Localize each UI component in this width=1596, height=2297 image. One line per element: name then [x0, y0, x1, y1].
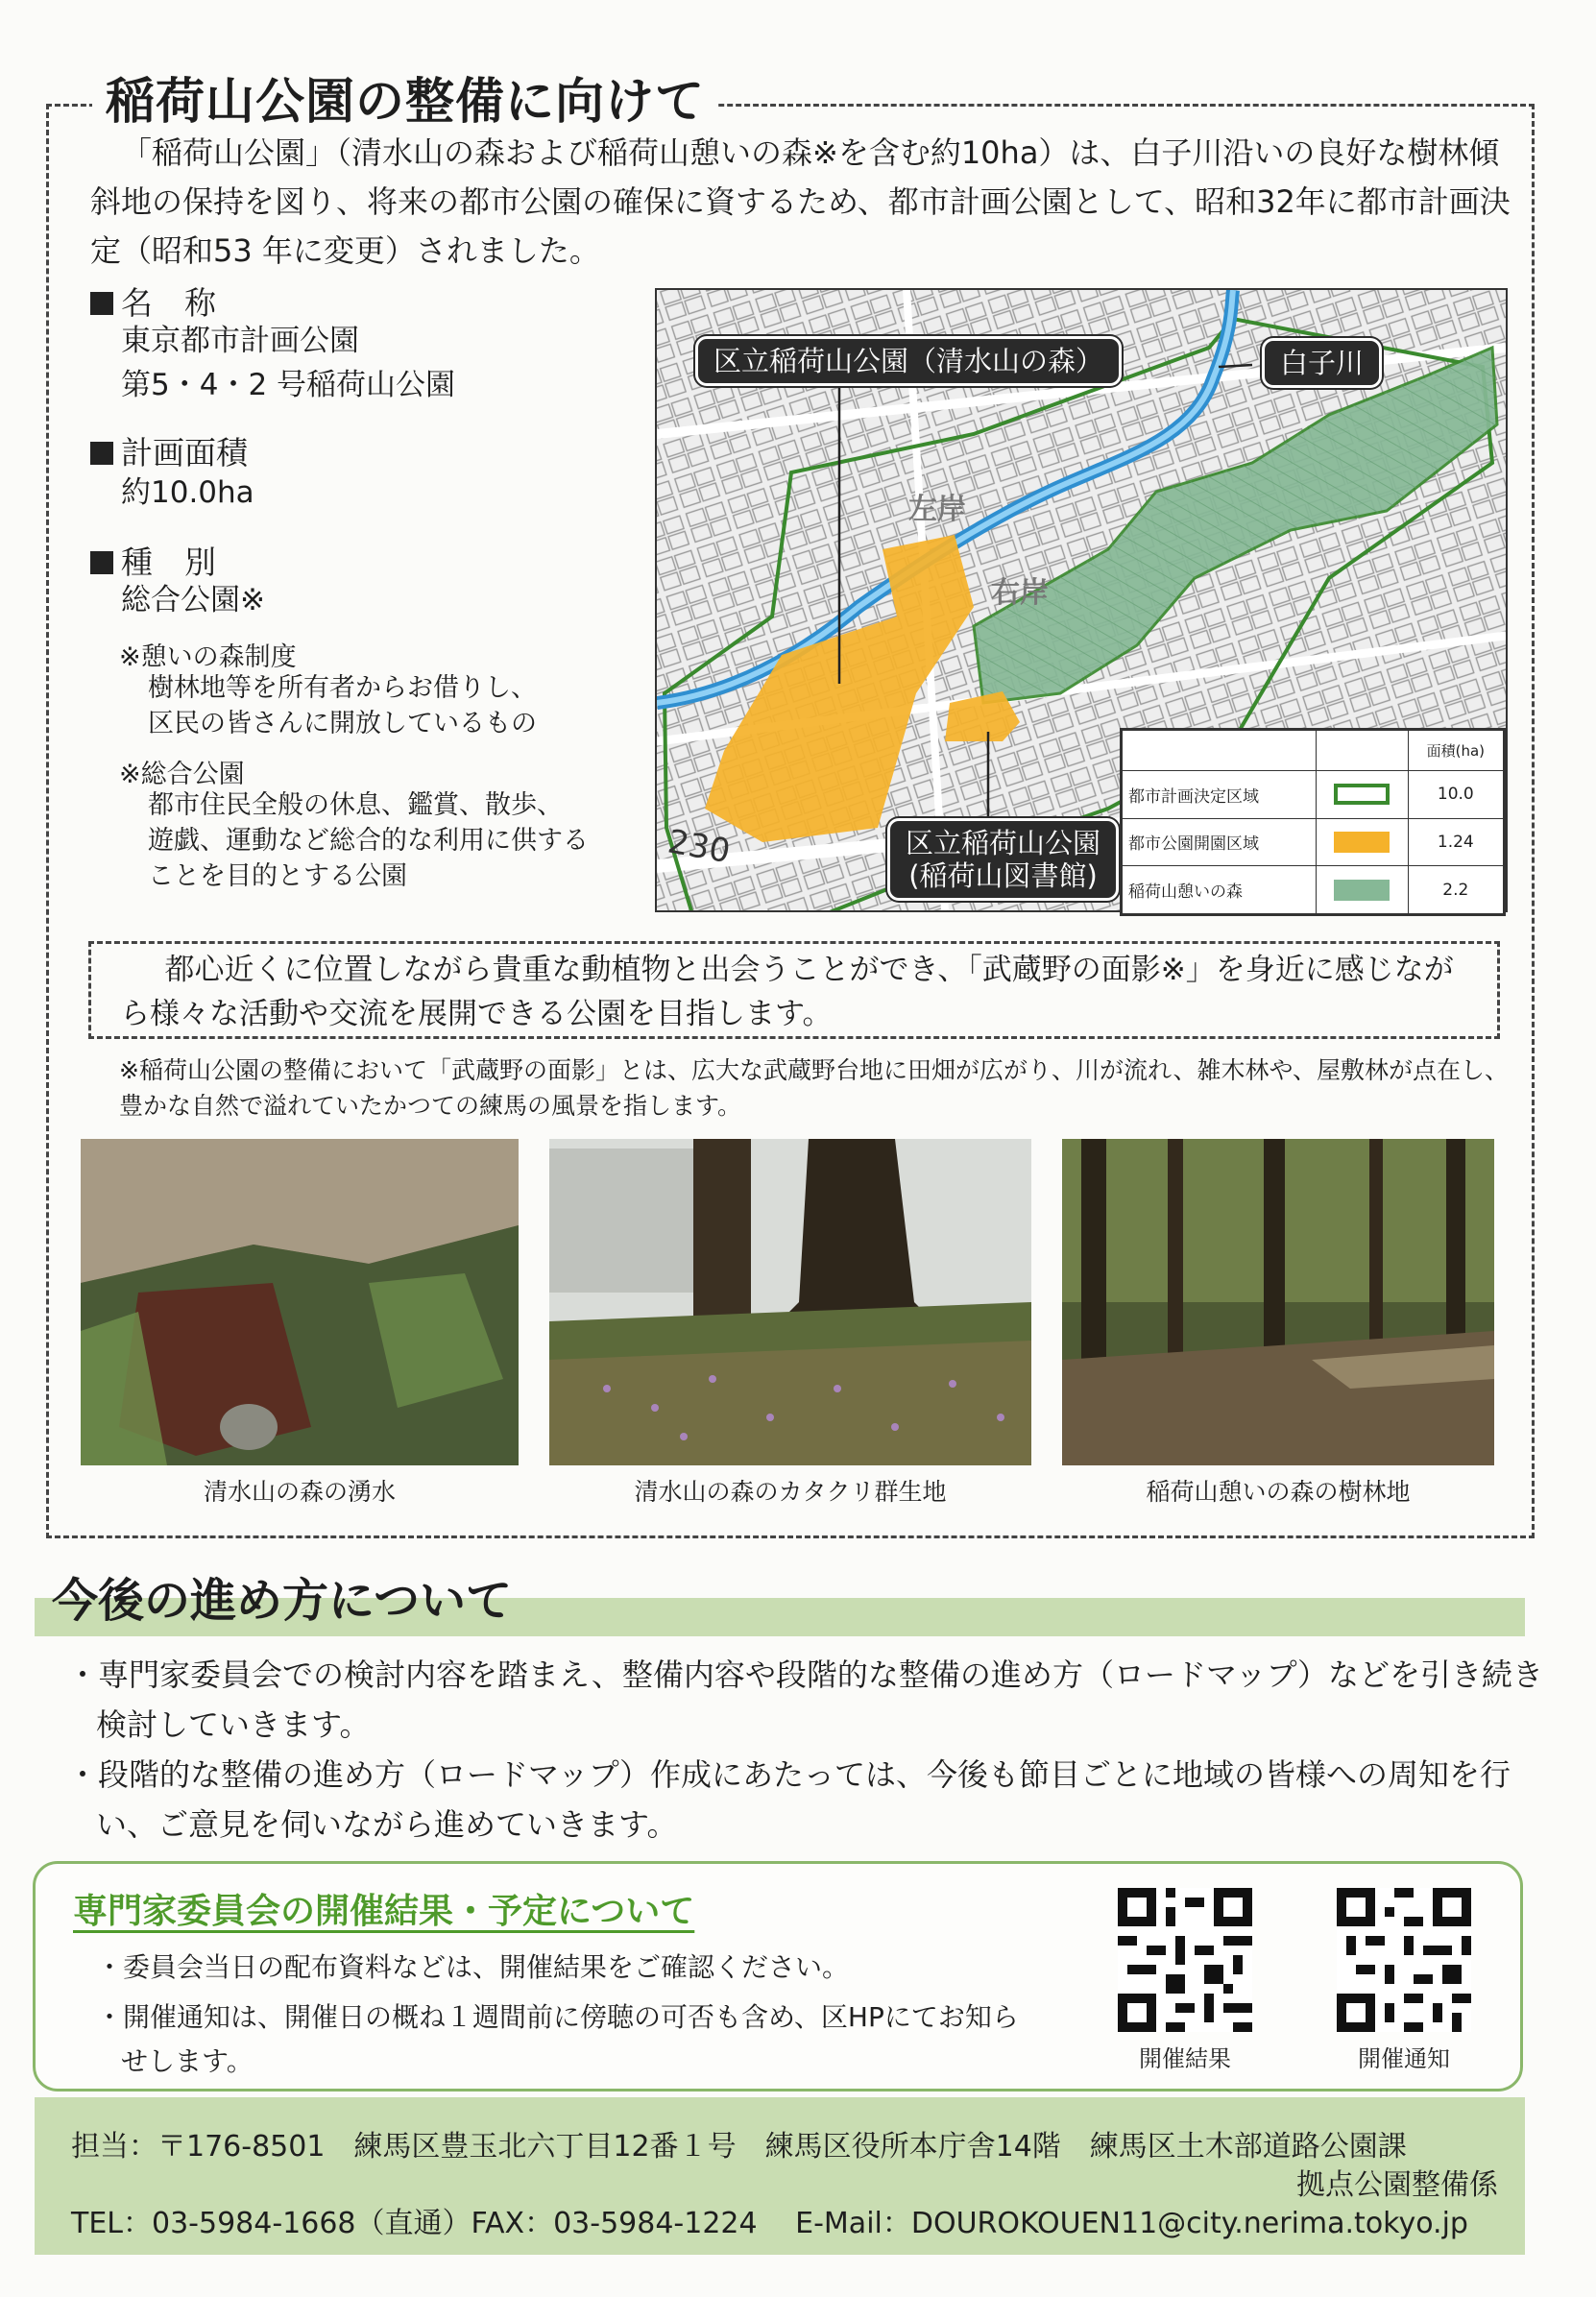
spec-type-heading: 種 別 — [90, 538, 216, 583]
legend-value-planning: 10.0 — [1408, 771, 1503, 819]
note-sogo-line-2: 遊戯、運動など総合的な利用に供する — [148, 826, 589, 856]
callout-shirako-river: 白子川 — [1262, 338, 1382, 388]
note-ikoi-line-2: 区民の皆さんに開放しているもの — [148, 709, 537, 738]
caption-katakuri: 清水山の森のカタクリ群生地 — [634, 1478, 947, 1506]
caption-spring-water: 清水山の森の湧水 — [203, 1478, 396, 1506]
callout-shimizu-forest: 区立稲荷山公園（清水山の森） — [695, 336, 1122, 386]
qr-code-notice[interactable] — [1337, 1888, 1471, 2032]
square-bullet-icon — [90, 442, 113, 465]
map-legend — [1120, 728, 1506, 916]
legend-swatch-planning — [1316, 771, 1408, 819]
intro-paragraph: 「稲荷山公園」（清水山の森および稲荷山憩いの森※を含む約10ha）は、白子川沿いの良好な樹林傾斜地の保持を図り、将来の都市公園の確保に資するため、都市計画公園として、昭和32年に都市計画決定（昭和53 年に変更）されました。 — [90, 134, 1511, 269]
musashino-footnote: ※稲荷山公園の整備において「武蔵野の面影」とは、広大な武蔵野台地に田畑が広がり、川が流れ、雑木林や、屋敷林が点在し、豊かな自然で溢れていたかつての練馬の風景を指します。 — [119, 1056, 1509, 1120]
spec-area-heading: 計画面積 — [90, 428, 248, 473]
photo-woodland — [1062, 1139, 1494, 1465]
committee-item-2: ・開催通知は、開催日の概ね１週間前に傍聴の可否も含め、区HPにてお知らせします。 — [96, 2001, 1019, 2077]
section2-title: 今後の進め方について — [52, 1574, 513, 1628]
contact-tel-fax-email: TEL：03-5984-1668（直通）FAX：03-5984-1224 E-Mail：DOUROKOUEN11@city.nerima.tokyo.jp — [71, 2207, 1468, 2240]
committee-title: 専門家委員会の開催結果・予定について — [73, 1892, 695, 1931]
spec-name-value-1: 東京都市計画公園 — [121, 324, 359, 358]
qr-code-results[interactable] — [1118, 1888, 1252, 2032]
contact-section: 拠点公園整備係 — [1296, 2168, 1498, 2202]
goal-statement: 都心近くに位置しながら貴重な動植物と出会うことができ、「武蔵野の面影※」を身近に感じながら様々な活動や交流を展開できる公園を目指します。 — [88, 941, 1500, 1039]
photo-spring-water — [81, 1139, 519, 1465]
committee-item-1: ・委員会当日の配布資料などは、開催結果をご確認ください。 — [96, 1951, 850, 1983]
legend-swatch-opened — [1316, 818, 1408, 866]
square-bullet-icon — [90, 551, 113, 574]
note-ikoi-heading: ※憩いの森制度 — [119, 642, 297, 672]
spec-name-value-2: 第5・4・2 号稲荷山公園 — [121, 368, 456, 402]
spec-name-heading: 名 称 — [90, 278, 216, 324]
contact-address: 担当：〒176-8501 練馬区豊玉北六丁目12番１号 練馬区役所本庁舎14階 練馬区土木部道路公園課 — [71, 2130, 1407, 2164]
map-label-right-bank: 右岸 — [991, 576, 1049, 610]
legend-area-header: 面積(ha) — [1408, 731, 1503, 771]
spec-area-value: 約10.0ha — [121, 475, 254, 510]
callout-library-park — [887, 818, 1119, 901]
legend-value-ikoi: 2.2 — [1408, 866, 1503, 914]
legend-label-opened: 都市公園開園区域 — [1123, 818, 1317, 866]
next-steps-bullet-1: ・専門家委員会での検討内容を踏まえ、整備内容や段階的な整備の進め方（ロードマップ）などを引き続き検討していきます。 — [67, 1656, 1543, 1743]
qr-label-results: 開催結果 — [1139, 2045, 1231, 2072]
legend-label-planning: 都市計画決定区域 — [1123, 771, 1317, 819]
legend-swatch-ikoi — [1316, 866, 1408, 914]
square-bullet-icon — [90, 292, 113, 315]
map-label-left-bank: 左岸 — [908, 493, 966, 526]
map-road-number: 230 — [665, 822, 734, 872]
next-steps-bullet-2: ・段階的な整備の進め方（ロードマップ）作成にあたっては、今後も節目ごとに地域の皆様への周知を行い、ご意見を伺いながら進めていきます。 — [67, 1756, 1511, 1843]
qr-label-notice: 開催通知 — [1358, 2045, 1450, 2072]
section1-title: 稲荷山公園の整備に向けて — [92, 61, 718, 133]
legend-value-opened: 1.24 — [1408, 818, 1503, 866]
note-sogo-line-3: ことを目的とする公園 — [148, 861, 407, 891]
note-ikoi-line-1: 樹林地等を所有者からお借りし、 — [148, 673, 537, 703]
note-sogo-heading: ※総合公園 — [119, 760, 245, 789]
caption-woodland: 稲荷山憩いの森の樹林地 — [1146, 1478, 1411, 1506]
legend-label-ikoi: 稲荷山憩いの森 — [1123, 866, 1317, 914]
note-sogo-line-1: 都市住民全般の休息、鑑賞、散歩、 — [148, 790, 563, 820]
legend-header-blank — [1316, 731, 1408, 771]
callout-library-line-1: 区立稲荷山公園 — [906, 827, 1101, 859]
photo-katakuri — [549, 1139, 1031, 1465]
legend-header-blank — [1123, 731, 1317, 771]
callout-library-line-2: (稲荷山図書館) — [908, 859, 1098, 892]
spec-type-value: 総合公園※ — [121, 583, 265, 617]
